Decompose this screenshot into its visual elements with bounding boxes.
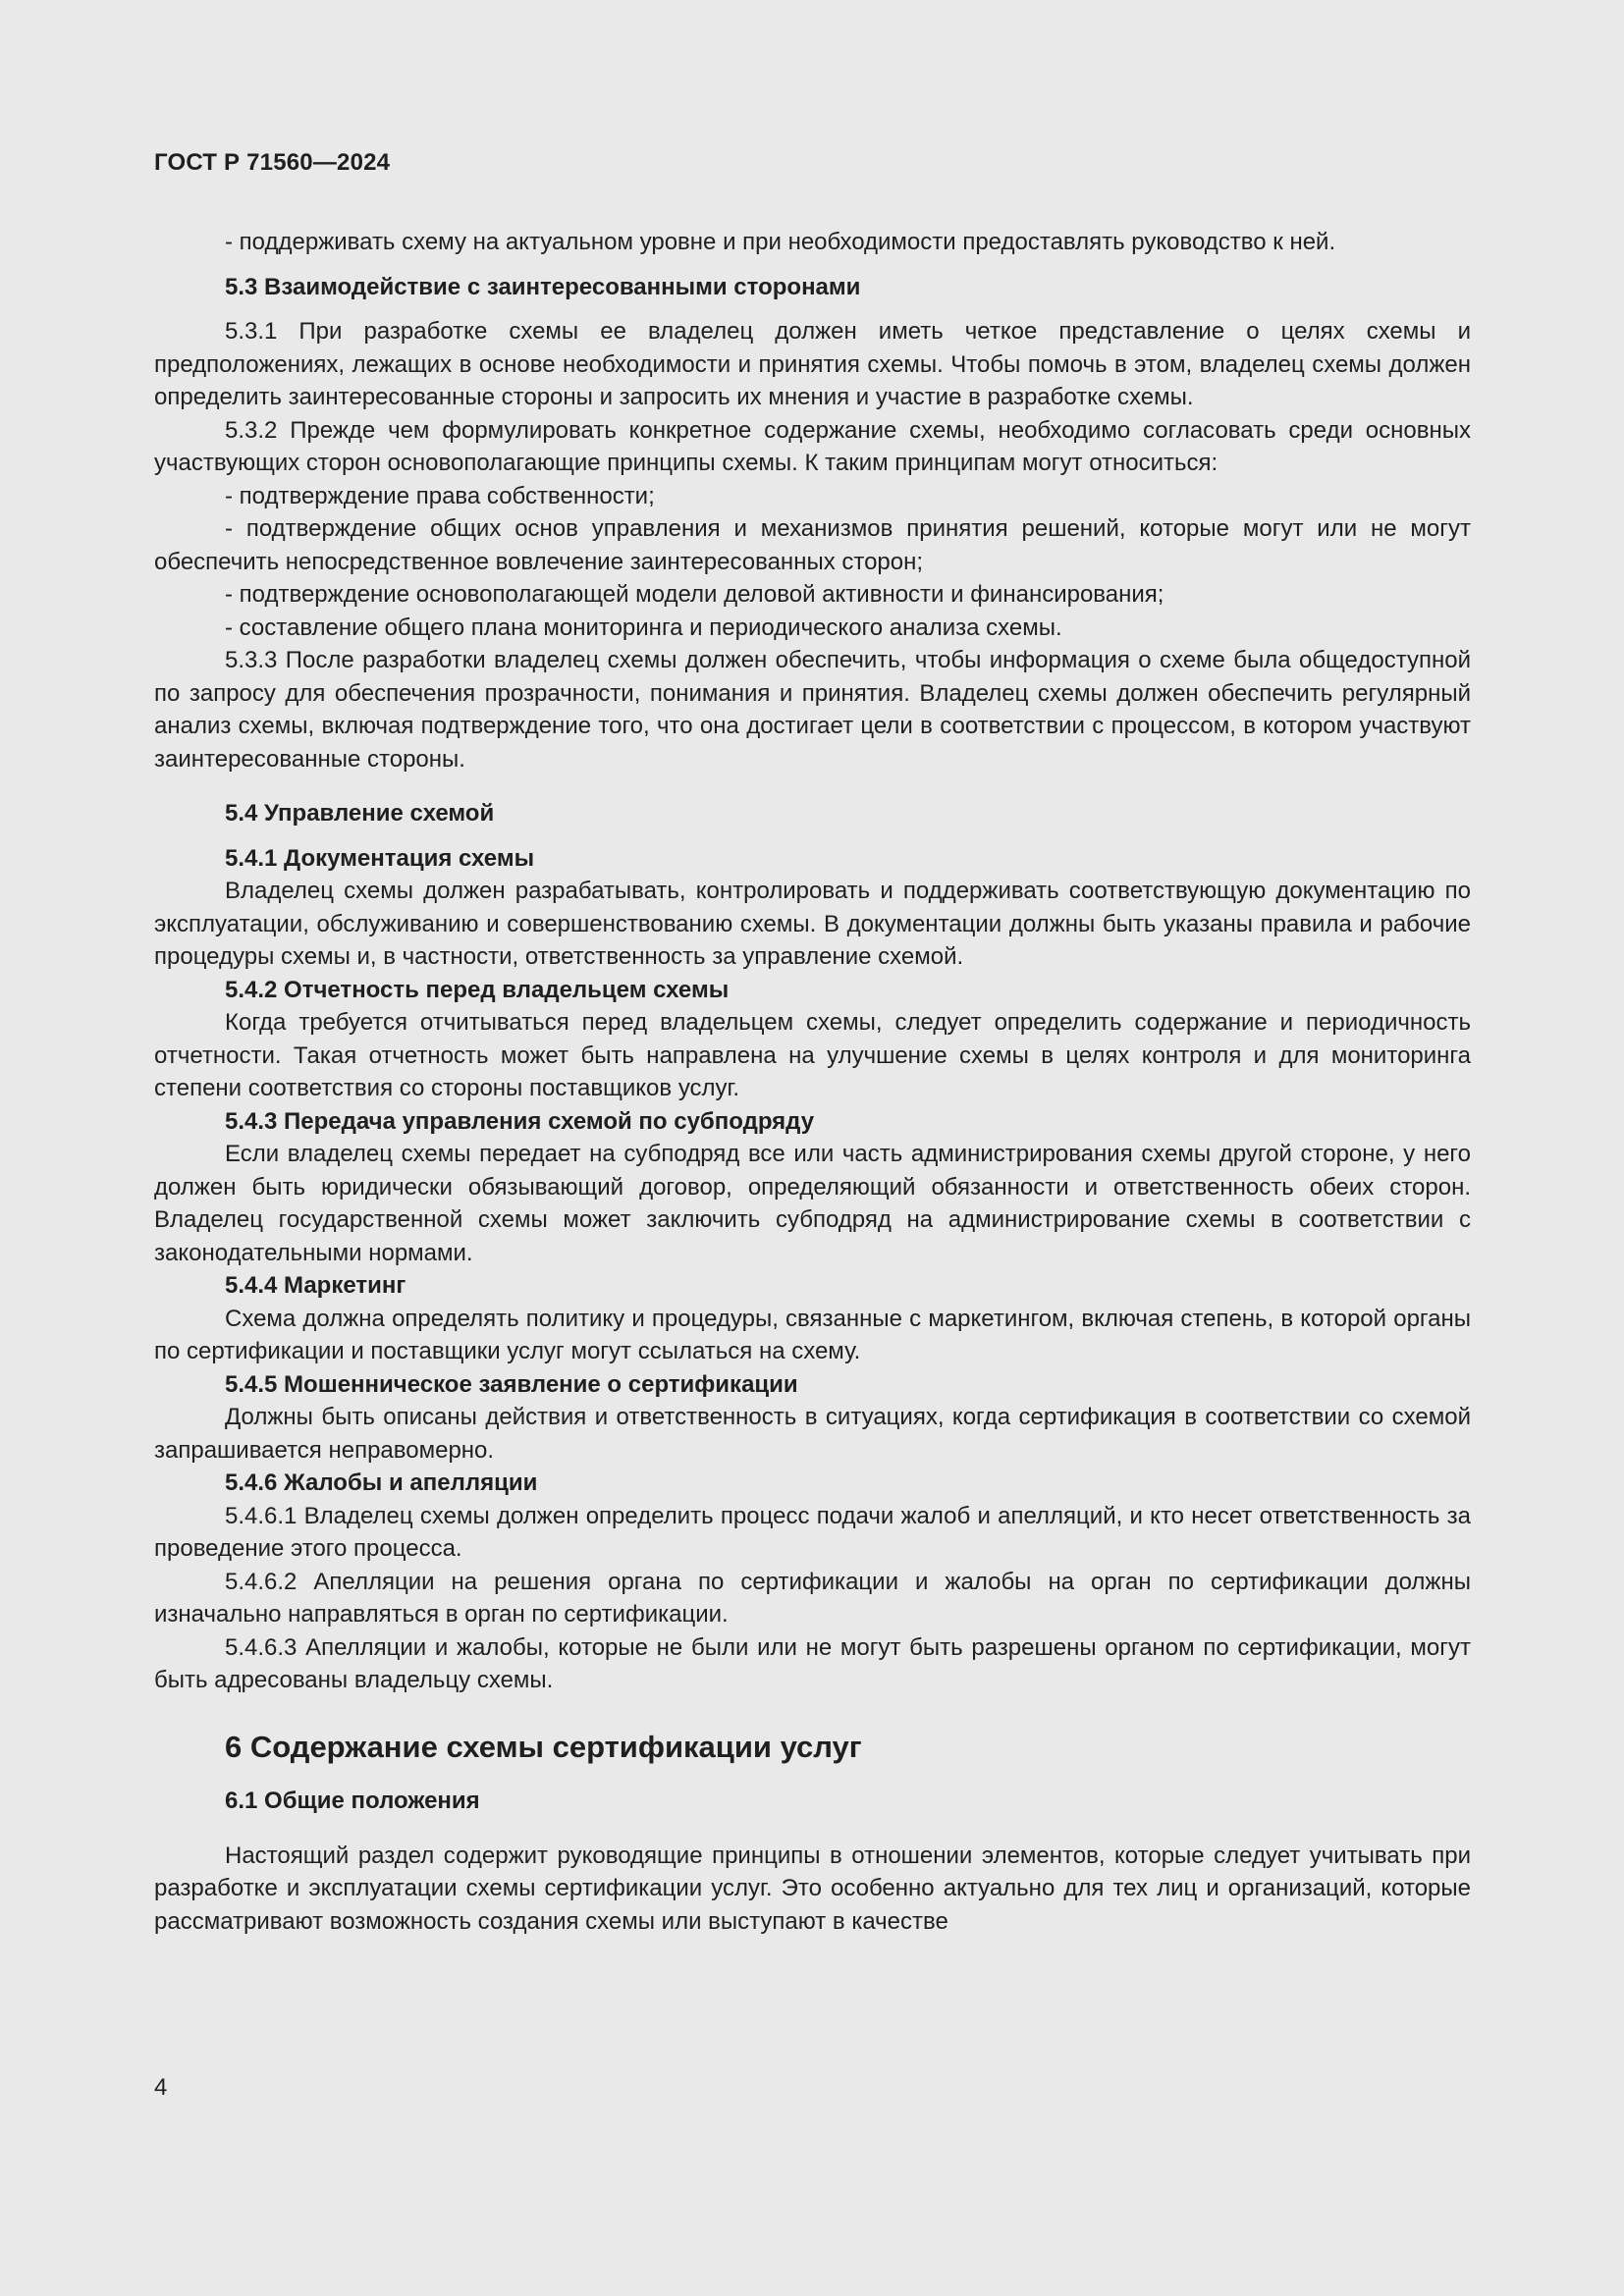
paragraph-5-4-6-3: 5.4.6.3 Апелляции и жалобы, которые не были или не могут быть разрешены органом по сертификации, могут быть адресованы владельцу схемы. [154, 1633, 1471, 1693]
section-6-1-title: 6.1 Общие положения [225, 1788, 480, 1814]
section-5-4-2-title: 5.4.2 Отчетность перед владельцем схемы [225, 976, 730, 1003]
paragraph-5-4-3: Если владелец схемы передает на субподряд все или часть администрирования схемы другой стороне, у него должен быть юридически обязывающий договор, определяющий обязанности и ответственность обеих сторон. Владелец государственной схемы может заключить субподряд на администрирование схемы в соответствии с законодательными нормами. [154, 1141, 1471, 1266]
section-5-4-title: 5.4 Управление схемой [225, 800, 495, 827]
section-5-3-title: 5.3 Взаимодействие с заинтересованными сторонами [225, 273, 861, 300]
bullet-governance: - подтверждение общих основ управления и механизмов принятия решений, которые могут или не могут обеспечить непосредственное вовлечение заинтересованных сторон; [154, 515, 1471, 575]
bullet-ownership: - подтверждение права собственности; [225, 482, 655, 509]
page-number: 4 [154, 2074, 168, 2101]
paragraph-5-3-3: 5.3.3 После разработки владелец схемы должен обеспечить, чтобы информация о схеме была общедоступной по запросу для обеспечения прозрачности, понимания и принятия. Владелец схемы должен обеспечить регулярный анализ схемы, включая подтверждение того, что она достигает цели в соответствии с процессом, в котором участвуют заинтересованные стороны. [154, 647, 1471, 773]
section-5-4-4-title: 5.4.4 Маркетинг [225, 1272, 406, 1299]
paragraph-5-4-6-2: 5.4.6.2 Апелляции на решения органа по сертификации и жалобы на орган по сертификации должны изначально направляться в орган по сертификации. [154, 1568, 1471, 1628]
paragraph-6-1: Настоящий раздел содержит руководящие принципы в отношении элементов, которые следует учитывать при разработке и эксплуатации схемы сертификации услуг. Это особенно актуально для тех лиц и организаций, которые рассматривают возможность создания схемы или выступают в качестве [154, 1842, 1471, 1935]
section-5-4-5-title: 5.4.5 Мошенническое заявление о сертификации [225, 1370, 798, 1398]
bullet-monitoring-plan: - составление общего плана мониторинга и периодического анализа схемы. [225, 614, 1062, 641]
paragraph-5-3-1: 5.3.1 При разработке схемы ее владелец должен иметь четкое представление о целях схемы и предположениях, лежащих в основе необходимости и принятия схемы. Чтобы помочь в этом, владелец схемы должен определить заинтересованные стороны и запросить их мнения и участие в разработке схемы. [154, 318, 1471, 410]
document-body [154, 226, 1471, 1938]
paragraph-5-4-4: Схема должна определять политику и процедуры, связанные с маркетингом, включая степень, в которой органы по сертификации и поставщики услуг могут ссылаться на схему. [154, 1305, 1471, 1364]
section-5-4-3-title: 5.4.3 Передача управления схемой по субподряду [225, 1107, 815, 1135]
paragraph-5-4-1: Владелец схемы должен разрабатывать, контролировать и поддерживать соответствующую документацию по эксплуатации, обслуживанию и совершенствованию схемы. В документации должны быть указаны правила и рабочие процедуры схемы и, в частности, ответственность за управление схемой. [154, 878, 1471, 970]
paragraph-5-4-2: Когда требуется отчитываться перед владельцем схемы, следует определить содержание и периодичность отчетности. Такая отчетность может быть направлена на улучшение схемы в целях контроля и для мониторинга степени соответствия со стороны поставщиков услуг. [154, 1009, 1471, 1101]
paragraph-5-4-6-1: 5.4.6.1 Владелец схемы должен определить процесс подачи жалоб и апелляций, и кто несет ответственность за проведение этого процесса. [154, 1502, 1471, 1562]
bullet-business-model: - подтверждение основополагающей модели деловой активности и финансирования; [225, 581, 1164, 608]
paragraph-5-4-5: Должны быть описаны действия и ответственность в ситуациях, когда сертификация в соответствии со схемой запрашивается неправомерно. [154, 1404, 1471, 1464]
section-5-4-6-title: 5.4.6 Жалобы и апелляции [225, 1469, 538, 1496]
bullet-maintain-scheme: - поддерживать схему на актуальном уровне и при необходимости предоставлять руководство к ней. [225, 229, 1336, 255]
document-id-header: ГОСТ Р 71560—2024 [154, 149, 391, 176]
section-6-title: 6 Содержание схемы сертификации услуг [225, 1729, 862, 1764]
section-5-4-1-title: 5.4.1 Документация схемы [225, 844, 535, 872]
paragraph-5-3-2: 5.3.2 Прежде чем формулировать конкретное содержание схемы, необходимо согласовать среди основных участвующих сторон основополагающие принципы схемы. К таким принципам могут относиться: [154, 416, 1471, 476]
